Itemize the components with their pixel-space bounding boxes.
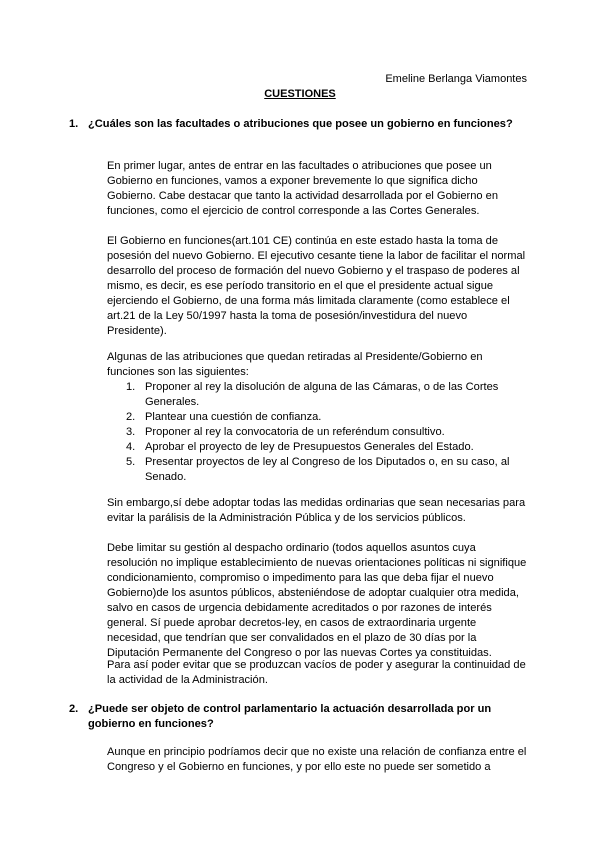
list-item-number: 4. xyxy=(126,441,136,453)
list-item-number: 5. xyxy=(126,456,136,468)
question-number: 1. xyxy=(69,118,79,130)
paragraph: Sin embargo,sí debe adoptar todas las medidas ordinarias que sean necesarias para evitar la parálisis de la Administración Pública y de los servicios públicos. xyxy=(107,497,526,524)
paragraph: En primer lugar, antes de entrar en las facultades o atribuciones que posee un Gobierno en funciones, vamos a exponer brevemente lo que significa dicho Gobierno. Cabe destacar que tanto la actividad desarrollada por el Gobierno en funciones, como el ejercicio de control corresponde a las Cortes Generales. xyxy=(107,160,498,217)
paragraph: Aunque en principio podríamos decir que no existe una relación de confianza entre el Congreso y el Gobierno en funciones, y por ello este no puede ser sometido a xyxy=(107,746,527,773)
list-item-text: Presentar proyectos de ley al Congreso de los Diputados o, en su caso, al Senado. xyxy=(145,456,510,483)
paragraph: El Gobierno en funciones(art.101 CE) continúa en este estado hasta la toma de posesión del nuevo Gobierno. El ejecutivo cesante tiene la labor de facilitar el normal desarrollo del proceso de formación del nuevo Gobierno y el traspaso de poderes al mismo, es decir, es ese período transitorio en el que el presidente actual sigue ejerciendo el Gobierno, de una forma más limitada claramente (como establece el art.21 de la Ley 50/1997 hasta la toma de posesión/investidura del nuevo Presidente). xyxy=(107,235,526,337)
paragraph: Para así poder evitar que se produzcan vacíos de poder y asegurar la continuidad de la actividad de la Administración. xyxy=(107,659,526,686)
list-item-text: Proponer al rey la disolución de alguna de las Cámaras, o de las Cortes Generales. xyxy=(145,381,499,408)
list-item-text: Aprobar el proyecto de ley de Presupuestos Generales del Estado. xyxy=(145,441,474,453)
list-item xyxy=(107,455,527,485)
list-item-text: Plantear una cuestión de confianza. xyxy=(145,411,322,423)
paragraph: Algunas de las atribuciones que quedan retiradas al Presidente/Gobierno en funciones son las siguientes: xyxy=(107,351,483,378)
question-text: ¿Cuáles son las facultades o atribuciones que posee un gobierno en funciones? xyxy=(88,118,513,130)
list-item xyxy=(107,380,527,410)
document-title: CUESTIONES xyxy=(264,88,336,100)
list-item xyxy=(107,410,527,425)
question-number: 2. xyxy=(69,703,79,715)
list-item xyxy=(107,440,527,455)
list-item-text: Proponer al rey la convocatoria de un referéndum consultivo. xyxy=(145,426,445,438)
list-item-number: 3. xyxy=(126,426,136,438)
paragraph: Debe limitar su gestión al despacho ordinario (todos aquellos asuntos cuya resolución no implique establecimiento de nuevas orientaciones políticas ni signifique condicionamiento, compromiso o impedimento para las que deba fijar el nuevo Gobierno)de los asuntos públicos, absteniéndose de adoptar cualquier otra medida, salvo en casos de urgencia debidamente acreditados o por razones de interés general. Sí puede aprobar decretos-ley, en casos de extraordinaria urgente necesidad, que tendrían que ser convalidados en el plazo de 30 días por la Diputación Permanente del Congreso o por las nuevas Cortes ya constituidas. xyxy=(107,542,527,659)
list-item xyxy=(107,425,527,440)
question-text: ¿Puede ser objeto de control parlamentario la actuación desarrollada por un gobierno en funciones? xyxy=(88,703,492,730)
restrictions-list xyxy=(107,380,527,485)
list-item-number: 1. xyxy=(126,381,136,393)
question-2-heading xyxy=(69,702,518,732)
list-item-number: 2. xyxy=(126,411,136,423)
author-name: Emeline Berlanga Viamontes xyxy=(385,73,527,85)
question-1-heading xyxy=(69,117,518,132)
